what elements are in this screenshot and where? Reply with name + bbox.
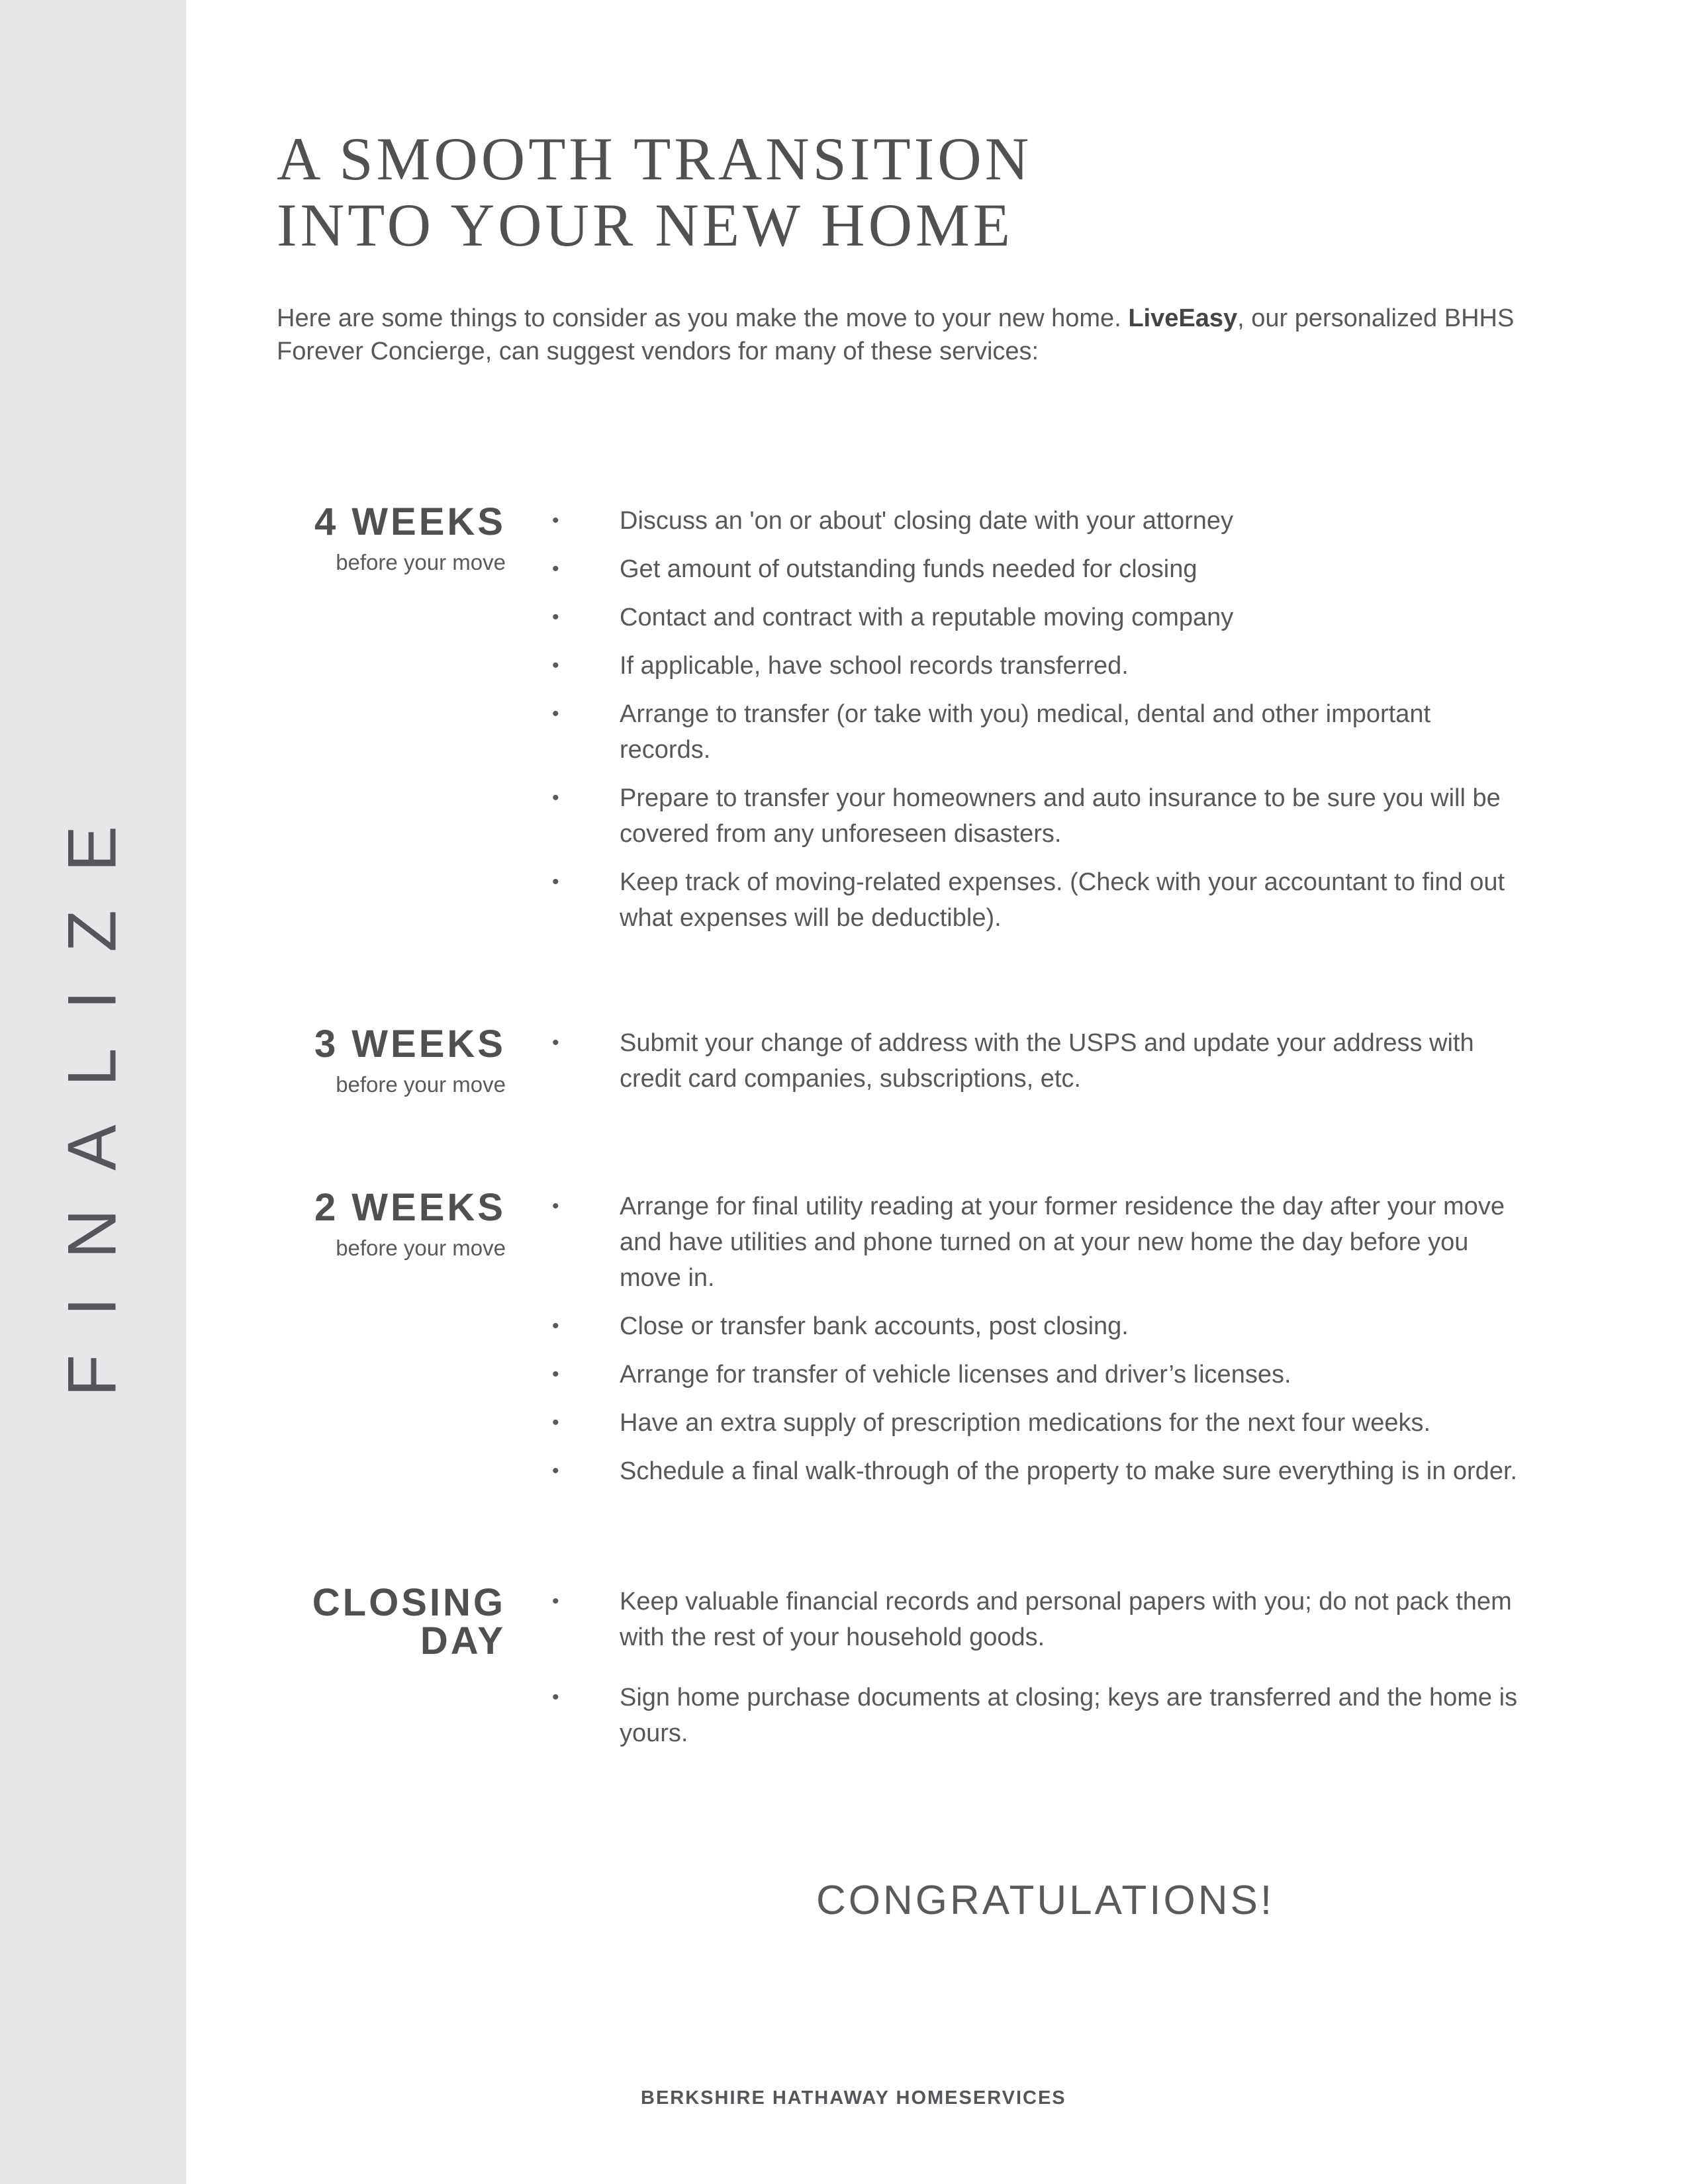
bullet-icon: • — [552, 510, 559, 531]
bullet-icon: • — [552, 1460, 559, 1482]
checklist-item-text: Have an extra supply of prescription medications for the next four weeks. — [620, 1409, 1431, 1437]
checklist-item — [552, 1308, 1520, 1344]
bullet-icon: • — [552, 1363, 559, 1385]
checklist-item-text: Get amount of outstanding funds needed for closing — [620, 555, 1197, 583]
checklist-item — [552, 780, 1520, 852]
checklist-item — [552, 1025, 1520, 1097]
side-band — [0, 0, 186, 2184]
section-label — [277, 1186, 506, 1261]
section-title-line-2: DAY — [420, 1619, 506, 1662]
checklist-item-text: Arrange for transfer of vehicle licenses and driver’s licenses. — [620, 1361, 1291, 1388]
checklist-item — [552, 1680, 1520, 1751]
bullet-icon: • — [552, 1412, 559, 1433]
intro-paragraph — [277, 302, 1521, 368]
checklist-item-text: Sign home purchase documents at closing; keys are transferred and the home is yours. — [620, 1684, 1518, 1747]
page-title — [277, 126, 1032, 258]
title-line-2: INTO YOUR NEW HOME — [277, 191, 1014, 259]
bullet-icon: • — [552, 655, 559, 676]
checklist — [552, 1584, 1520, 1764]
checklist-item-text: Schedule a final walk-through of the property to make sure everything is in order. — [620, 1457, 1518, 1485]
liveeasy-brand: LiveEasy — [1128, 304, 1238, 332]
checklist-item — [552, 648, 1520, 684]
intro-text-start: Here are some things to consider as you make the move to your new home. — [277, 304, 1129, 332]
section-title: 3 WEEKS — [314, 1023, 506, 1066]
section-subtitle: before your move — [336, 1236, 506, 1260]
checklist-item-text: Keep track of moving-related expenses. (Check with your accountant to find out what expenses will be deductible). — [620, 868, 1505, 932]
bullet-icon: • — [552, 787, 559, 809]
section-label — [277, 1025, 506, 1098]
checklist-item — [552, 1453, 1520, 1489]
checklist-item-text: If applicable, have school records transferred. — [620, 652, 1129, 680]
title-line-1: A SMOOTH TRANSITION — [277, 125, 1033, 193]
bullet-icon: • — [552, 703, 559, 725]
bullet-icon: • — [552, 1032, 559, 1054]
checklist-item-text: Keep valuable financial records and personal papers with you; do not pack them with the rest of your household goods. — [620, 1588, 1512, 1651]
checklist-item — [552, 1405, 1520, 1441]
bullet-icon: • — [552, 1686, 559, 1708]
footer-brand: BERKSHIRE HATHAWAY HOMESERVICES — [641, 2087, 1066, 2109]
intro-text-end: , our personalized BHHS Forever Concierge, can suggest vendors for many of these services: — [277, 304, 1515, 365]
checklist — [552, 1189, 1520, 1502]
checklist — [552, 503, 1520, 948]
checklist-item — [552, 1189, 1520, 1296]
section-title: 2 WEEKS — [314, 1186, 506, 1229]
checklist-item — [552, 1584, 1520, 1655]
section-label — [277, 1581, 506, 1662]
checklist-item-text: Arrange to transfer (or take with you) medical, dental and other important records. — [620, 700, 1431, 764]
side-section-label: FINALIZE — [54, 787, 131, 1397]
bullet-icon: • — [552, 1195, 559, 1217]
checklist-item-text: Arrange for final utility reading at your former residence the day after your move and have utilities and phone turned on at your new home the day before you move in. — [620, 1193, 1505, 1292]
checklist-item-text: Contact and contract with a reputable moving company — [620, 604, 1234, 631]
section-subtitle: before your move — [336, 550, 506, 574]
congratulations-text: CONGRATULATIONS! — [816, 1878, 1275, 1923]
checklist-item — [552, 503, 1520, 539]
checklist — [552, 1025, 1520, 1109]
section-label — [277, 500, 506, 576]
bullet-icon: • — [552, 1315, 559, 1337]
section-title — [277, 1581, 506, 1662]
bullet-icon: • — [552, 1590, 559, 1612]
section-title: 4 WEEKS — [314, 500, 506, 543]
bullet-icon: • — [552, 606, 559, 628]
bullet-icon: • — [552, 558, 559, 580]
checklist-item — [552, 864, 1520, 936]
checklist-item — [552, 696, 1520, 768]
section-title-line-1: CLOSING — [312, 1581, 506, 1624]
section-subtitle: before your move — [336, 1072, 506, 1097]
bullet-icon: • — [552, 871, 559, 893]
checklist-item — [552, 1357, 1520, 1392]
checklist-item-text: Submit your change of address with the USPS and update your address with credit card companies, subscriptions, etc. — [620, 1029, 1474, 1093]
checklist-item-text: Close or transfer bank accounts, post closing. — [620, 1312, 1129, 1340]
checklist-item-text: Prepare to transfer your homeowners and auto insurance to be sure you will be covered from any unforeseen disasters. — [620, 784, 1501, 848]
checklist-item — [552, 551, 1520, 587]
checklist-item-text: Discuss an 'on or about' closing date with your attorney — [620, 507, 1234, 535]
checklist-item — [552, 600, 1520, 635]
